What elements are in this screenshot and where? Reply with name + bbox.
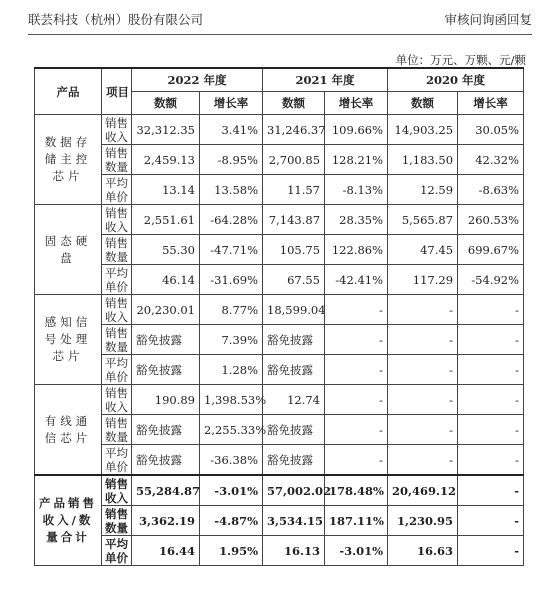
amount-cell: 11.57 — [263, 175, 325, 205]
growth-cell: -47.71% — [200, 235, 263, 265]
item-cell: 销售收入 — [102, 115, 132, 145]
item-cell: 平均单价 — [102, 536, 132, 566]
growth-cell: - — [325, 295, 388, 325]
growth-cell: 3.41% — [200, 115, 263, 145]
growth-cell: 128.21% — [325, 145, 388, 175]
amount-cell: 105.75 — [263, 235, 325, 265]
table-row — [35, 145, 524, 175]
growth-cell: - — [458, 415, 524, 445]
amount-cell: 12.74 — [263, 385, 325, 415]
growth-cell: 8.77% — [200, 295, 263, 325]
growth-cell: 122.86% — [325, 235, 388, 265]
amount-cell: 豁免披露 — [263, 415, 325, 445]
product-name-cell: 感知信号处理芯片 — [35, 295, 102, 385]
amount-cell: 豁免披露 — [263, 325, 325, 355]
amount-cell: - — [388, 415, 458, 445]
growth-cell: - — [325, 445, 388, 476]
amount-cell: 7,143.87 — [263, 205, 325, 235]
amount-header: 数额 — [388, 92, 458, 115]
growth-cell: 13.58% — [200, 175, 263, 205]
product-name-cell: 产品销售收入/数量合计 — [35, 475, 102, 566]
growth-cell: 2,255.33% — [200, 415, 263, 445]
product-name-cell: 有线通信芯片 — [35, 385, 102, 476]
amount-cell: 3,362.19 — [132, 506, 200, 536]
growth-header: 增长率 — [200, 92, 263, 115]
growth-cell: -8.13% — [325, 175, 388, 205]
growth-cell: - — [458, 385, 524, 415]
growth-cell: -64.28% — [200, 205, 263, 235]
amount-cell: 豁免披露 — [263, 355, 325, 385]
table-row — [35, 506, 524, 536]
item-cell: 平均单价 — [102, 445, 132, 476]
amount-cell: 14,903.25 — [388, 115, 458, 145]
amount-cell: 16.13 — [263, 536, 325, 566]
amount-cell: 47.45 — [388, 235, 458, 265]
amount-cell: 3,534.15 — [263, 506, 325, 536]
header-divider — [28, 34, 532, 35]
amount-cell: 豁免披露 — [263, 445, 325, 476]
amount-cell: - — [388, 355, 458, 385]
table-row — [35, 115, 524, 145]
table-row — [35, 325, 524, 355]
table-row — [35, 355, 524, 385]
growth-cell: 178.48% — [325, 475, 388, 506]
growth-cell: 109.66% — [325, 115, 388, 145]
growth-cell: - — [458, 325, 524, 355]
growth-cell: - — [325, 385, 388, 415]
document-type: 审核问询函回复 — [444, 12, 532, 27]
item-cell: 平均单价 — [102, 265, 132, 295]
growth-cell: 1.28% — [200, 355, 263, 385]
growth-cell: -42.41% — [325, 265, 388, 295]
growth-cell: - — [458, 536, 524, 566]
growth-cell: -3.01% — [200, 475, 263, 506]
year-2022-header: 2022 年度 — [132, 68, 263, 92]
year-2020-header: 2020 年度 — [388, 68, 524, 92]
item-cell: 平均单价 — [102, 355, 132, 385]
growth-cell: 699.67% — [458, 235, 524, 265]
item-cell: 销售收入 — [102, 385, 132, 415]
growth-cell: 1,398.53% — [200, 385, 263, 415]
growth-cell: 260.53% — [458, 205, 524, 235]
unit-note: 单位：万元、万颗、元/颗 — [395, 53, 526, 67]
table-row — [35, 295, 524, 325]
table-row — [35, 385, 524, 415]
header-row-years — [35, 68, 524, 92]
page-header — [28, 8, 532, 30]
amount-cell: 20,469.12 — [388, 475, 458, 506]
item-cell: 销售数量 — [102, 506, 132, 536]
product-name-cell: 数据存储主控芯片 — [35, 115, 102, 205]
item-cell: 销售收入 — [102, 295, 132, 325]
amount-cell: 2,700.85 — [263, 145, 325, 175]
item-cell: 平均单价 — [102, 175, 132, 205]
growth-cell: - — [458, 295, 524, 325]
amount-cell: 55,284.87 — [132, 475, 200, 506]
amount-cell: 12.59 — [388, 175, 458, 205]
amount-cell: 1,230.95 — [388, 506, 458, 536]
amount-cell: - — [388, 295, 458, 325]
amount-cell: 豁免披露 — [132, 325, 200, 355]
table-row — [35, 265, 524, 295]
amount-cell: 1,183.50 — [388, 145, 458, 175]
amount-cell: 31,246.37 — [263, 115, 325, 145]
amount-cell: 2,459.13 — [132, 145, 200, 175]
growth-cell: -36.38% — [200, 445, 263, 476]
sales-table — [34, 67, 524, 566]
growth-cell: 7.39% — [200, 325, 263, 355]
growth-cell: -8.63% — [458, 175, 524, 205]
table-row — [35, 235, 524, 265]
growth-header: 增长率 — [458, 92, 524, 115]
item-cell: 销售收入 — [102, 475, 132, 506]
growth-cell: - — [458, 355, 524, 385]
growth-cell: - — [325, 415, 388, 445]
growth-cell: 187.11% — [325, 506, 388, 536]
growth-cell: - — [458, 475, 524, 506]
col-item-header: 项目 — [102, 68, 132, 115]
table-row — [35, 205, 524, 235]
amount-cell: 32,312.35 — [132, 115, 200, 145]
amount-cell: 豁免披露 — [132, 355, 200, 385]
growth-cell: -54.92% — [458, 265, 524, 295]
table-row — [35, 415, 524, 445]
growth-cell: 42.32% — [458, 145, 524, 175]
amount-cell: 190.89 — [132, 385, 200, 415]
growth-header: 增长率 — [325, 92, 388, 115]
growth-cell: 1.95% — [200, 536, 263, 566]
growth-cell: 30.05% — [458, 115, 524, 145]
item-cell: 销售数量 — [102, 145, 132, 175]
growth-cell: -31.69% — [200, 265, 263, 295]
amount-cell: - — [388, 385, 458, 415]
item-cell: 销售收入 — [102, 205, 132, 235]
table-row — [35, 445, 524, 476]
growth-cell: -3.01% — [325, 536, 388, 566]
table-row — [35, 175, 524, 205]
growth-cell: - — [325, 325, 388, 355]
amount-cell: 20,230.01 — [132, 295, 200, 325]
table-row — [35, 536, 524, 566]
amount-cell: 13.14 — [132, 175, 200, 205]
item-cell: 销售数量 — [102, 325, 132, 355]
amount-cell: 16.63 — [388, 536, 458, 566]
growth-cell: 28.35% — [325, 205, 388, 235]
col-product-header: 产品 — [35, 68, 102, 115]
item-cell: 销售数量 — [102, 235, 132, 265]
amount-cell: 55.30 — [132, 235, 200, 265]
table-row — [35, 475, 524, 506]
amount-cell: 豁免披露 — [132, 415, 200, 445]
amount-cell: 5,565.87 — [388, 205, 458, 235]
table-body — [35, 115, 524, 566]
growth-cell: - — [325, 355, 388, 385]
year-2021-header: 2021 年度 — [263, 68, 388, 92]
amount-cell: 2,551.61 — [132, 205, 200, 235]
growth-cell: - — [458, 506, 524, 536]
growth-cell: -4.87% — [200, 506, 263, 536]
amount-cell: 117.29 — [388, 265, 458, 295]
amount-cell: 57,002.02 — [263, 475, 325, 506]
growth-cell: -8.95% — [200, 145, 263, 175]
amount-cell: 46.14 — [132, 265, 200, 295]
amount-cell: 16.44 — [132, 536, 200, 566]
growth-cell: - — [458, 445, 524, 476]
amount-cell: - — [388, 445, 458, 476]
amount-cell: 18,599.04 — [263, 295, 325, 325]
amount-header: 数额 — [132, 92, 200, 115]
company-name: 联芸科技（杭州）股份有限公司 — [28, 12, 204, 27]
product-name-cell: 固态硬盘 — [35, 205, 102, 295]
amount-cell: 67.55 — [263, 265, 325, 295]
amount-cell: - — [388, 325, 458, 355]
item-cell: 销售数量 — [102, 415, 132, 445]
amount-header: 数额 — [263, 92, 325, 115]
amount-cell: 豁免披露 — [132, 445, 200, 476]
